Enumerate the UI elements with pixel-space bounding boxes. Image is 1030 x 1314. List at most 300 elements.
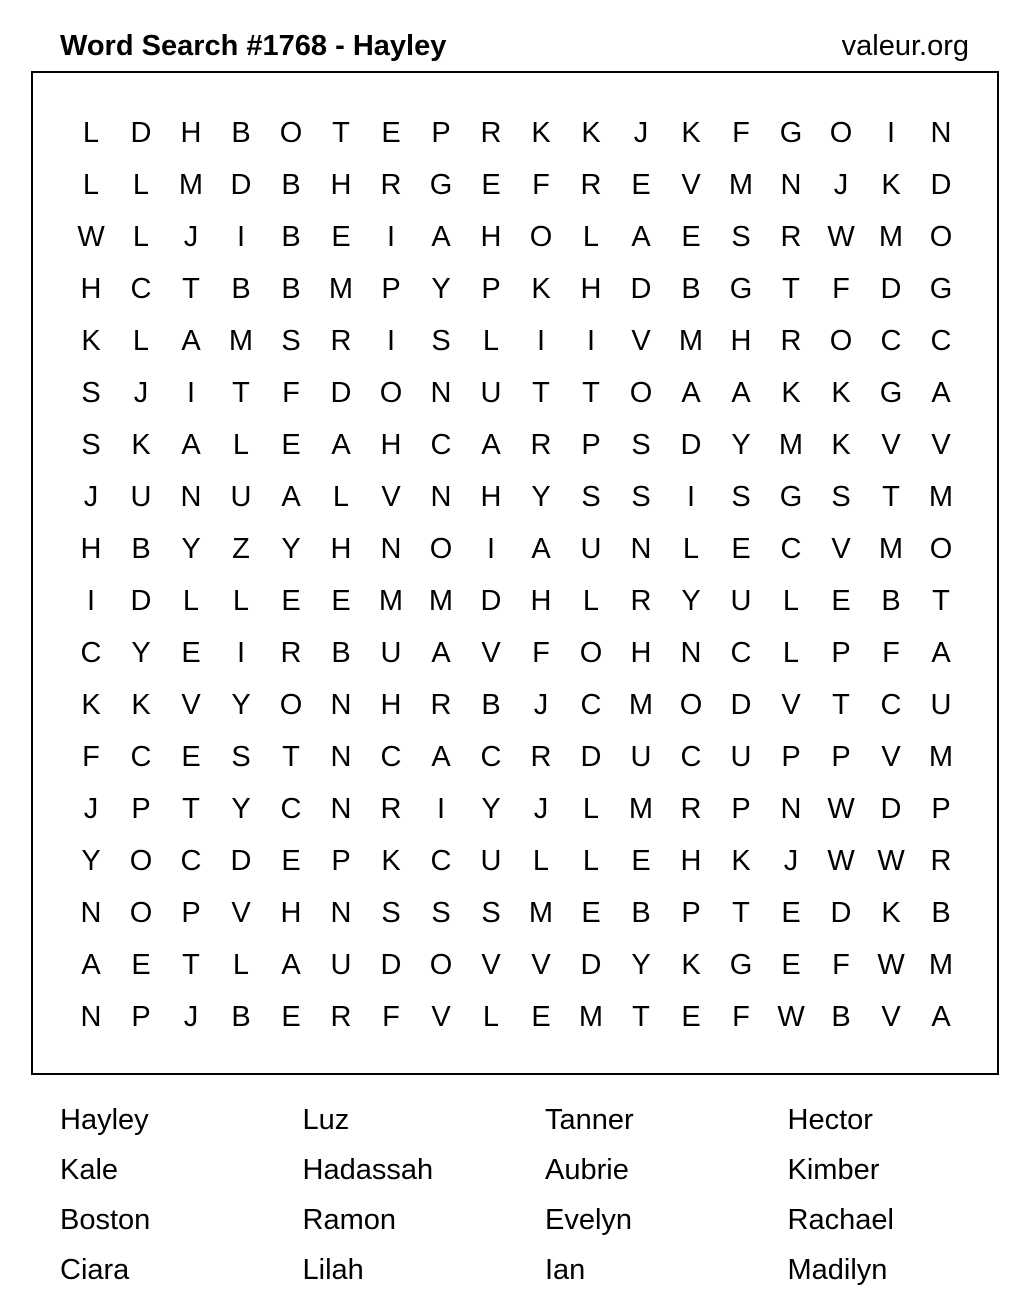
grid-letter: W	[827, 792, 855, 825]
grid-letter: B	[231, 116, 251, 149]
grid-letter: N	[780, 168, 802, 201]
grid-letter: E	[631, 844, 651, 877]
grid-letter: H	[280, 896, 302, 929]
grid-letter: T	[332, 116, 350, 149]
grid-letter: P	[181, 896, 201, 929]
grid-letter: R	[380, 168, 402, 201]
grid-letter: D	[130, 116, 152, 149]
grid-letter: J	[133, 376, 149, 409]
grid-letter: N	[930, 116, 952, 149]
grid-letter: C	[280, 792, 302, 825]
grid-letter: S	[431, 324, 451, 357]
grid-letter: V	[681, 168, 701, 201]
grid-letter: E	[631, 168, 651, 201]
grid-letter: M	[628, 792, 654, 825]
grid-letter: W	[877, 844, 905, 877]
grid-letter: C	[580, 688, 602, 721]
grid-letter: F	[532, 168, 550, 201]
grid-letter: C	[480, 740, 502, 773]
grid-letter: P	[131, 792, 151, 825]
grid-letter: R	[430, 688, 452, 721]
grid-letter: F	[882, 636, 900, 669]
grid-letter: C	[430, 428, 452, 461]
grid-letter: T	[632, 1000, 650, 1033]
grid-letter: J	[783, 844, 799, 877]
grid-letter: T	[782, 272, 800, 305]
grid-letter: M	[928, 740, 954, 773]
grid-letter: V	[881, 1000, 901, 1033]
grid-letter: D	[930, 168, 952, 201]
grid-letter: S	[281, 324, 301, 357]
grid-letter: V	[231, 896, 251, 929]
grid-letter: V	[931, 428, 951, 461]
grid-letter: O	[279, 116, 303, 149]
grid-letter: E	[281, 1000, 301, 1033]
grid-letter: M	[878, 220, 904, 253]
grid-letter: P	[681, 896, 701, 929]
grid-letter: R	[280, 636, 302, 669]
grid-letter: N	[430, 376, 452, 409]
grid-letter: B	[831, 1000, 851, 1033]
word-list-item: Kale	[60, 1154, 119, 1186]
grid-letter: B	[931, 896, 951, 929]
grid-letter: R	[780, 324, 802, 357]
grid-letter: O	[579, 636, 603, 669]
grid-letter: V	[781, 688, 801, 721]
grid-letter: W	[777, 1000, 805, 1033]
grid-letter: U	[630, 740, 652, 773]
grid-letter: N	[80, 896, 102, 929]
grid-letter: M	[378, 584, 404, 617]
grid-letter: M	[578, 1000, 604, 1033]
grid-letter: K	[831, 428, 851, 461]
grid-letter: N	[630, 532, 652, 565]
grid-letter: A	[631, 220, 651, 253]
grid-letter: G	[929, 272, 953, 305]
grid-letter: B	[281, 168, 301, 201]
grid-letter: J	[183, 1000, 199, 1033]
grid-letter: T	[882, 480, 900, 513]
grid-letter: E	[531, 1000, 551, 1033]
grid-letter: N	[330, 740, 352, 773]
grid-letter: A	[931, 376, 951, 409]
grid-letter: K	[831, 376, 851, 409]
grid-letter: D	[830, 896, 852, 929]
grid-letter: L	[82, 116, 100, 149]
grid-letter: G	[879, 376, 903, 409]
grid-letter: O	[829, 324, 853, 357]
grid-letter: O	[679, 688, 703, 721]
grid-letter: J	[83, 792, 99, 825]
grid-letter: G	[779, 480, 803, 513]
grid-letter: N	[380, 532, 402, 565]
grid-letter: F	[732, 1000, 750, 1033]
grid-letter: C	[880, 324, 902, 357]
grid-letter: T	[732, 896, 750, 929]
grid-letter: G	[779, 116, 803, 149]
grid-letter: P	[831, 740, 851, 773]
grid-letter: Y	[231, 792, 251, 825]
grid-letter: P	[931, 792, 951, 825]
grid-letter: K	[581, 116, 601, 149]
grid-letter: S	[631, 480, 651, 513]
grid-letter: R	[930, 844, 952, 877]
grid-letter: J	[833, 168, 849, 201]
grid-letter: P	[381, 272, 401, 305]
grid-letter: K	[81, 324, 101, 357]
grid-letter: K	[681, 116, 701, 149]
grid-letter: M	[928, 480, 954, 513]
grid-letter: K	[381, 844, 401, 877]
grid-letter: H	[330, 168, 352, 201]
grid-letter: A	[181, 324, 201, 357]
site-name: valeur.org	[841, 30, 969, 62]
grid-letter: Y	[231, 688, 251, 721]
grid-letter: A	[481, 428, 501, 461]
grid-letter: D	[230, 844, 252, 877]
grid-letter: K	[131, 428, 151, 461]
grid-letter: J	[533, 792, 549, 825]
grid-letter: J	[533, 688, 549, 721]
grid-letter: H	[630, 636, 652, 669]
grid-letter: Y	[181, 532, 201, 565]
grid-letter: G	[729, 272, 753, 305]
grid-letter: H	[80, 272, 102, 305]
grid-letter: E	[381, 116, 401, 149]
grid-letter: E	[331, 220, 351, 253]
grid-letter: L	[582, 844, 600, 877]
puzzle-box	[31, 71, 999, 1075]
grid-letter: S	[831, 480, 851, 513]
grid-letter: Y	[531, 480, 551, 513]
grid-letter: L	[232, 428, 250, 461]
grid-letter: R	[530, 428, 552, 461]
grid-letter: A	[731, 376, 751, 409]
grid-letter: C	[430, 844, 452, 877]
grid-letter: N	[180, 480, 202, 513]
grid-letter: A	[431, 220, 451, 253]
grid-letter: I	[186, 376, 196, 409]
word-list-item: Tanner	[545, 1104, 634, 1136]
word-list-item: Ian	[545, 1254, 586, 1286]
grid-letter: T	[532, 376, 550, 409]
grid-letter: S	[231, 740, 251, 773]
grid-letter: T	[182, 272, 200, 305]
grid-letter: L	[332, 480, 350, 513]
grid-letter: D	[330, 376, 352, 409]
grid-letter: I	[236, 220, 246, 253]
grid-letter: O	[929, 532, 953, 565]
grid-letter: R	[580, 168, 602, 201]
grid-letter: U	[130, 480, 152, 513]
grid-letter: D	[580, 740, 602, 773]
grid-letter: D	[680, 428, 702, 461]
grid-letter: E	[181, 740, 201, 773]
grid-letter: W	[77, 220, 105, 253]
grid-letter: J	[183, 220, 199, 253]
grid-letter: H	[530, 584, 552, 617]
grid-letter: E	[581, 896, 601, 929]
grid-letter: I	[86, 584, 96, 617]
word-list	[60, 1095, 1030, 1295]
grid-letter: B	[281, 272, 301, 305]
grid-letter: C	[180, 844, 202, 877]
grid-letter: Y	[631, 948, 651, 981]
grid-letter: L	[782, 636, 800, 669]
grid-letter: E	[281, 584, 301, 617]
grid-letter: D	[380, 948, 402, 981]
grid-letter: H	[380, 428, 402, 461]
grid-letter: V	[881, 428, 901, 461]
grid-letter: H	[480, 220, 502, 253]
grid-letter: P	[581, 428, 601, 461]
grid-letter: I	[386, 220, 396, 253]
grid-letter: D	[880, 792, 902, 825]
grid-letter: F	[832, 948, 850, 981]
grid-letter: C	[680, 740, 702, 773]
grid-letter: I	[586, 324, 596, 357]
grid-letter: J	[633, 116, 649, 149]
grid-letter: I	[486, 532, 496, 565]
grid-letter: C	[780, 532, 802, 565]
grid-letter: F	[732, 116, 750, 149]
grid-letter: H	[330, 532, 352, 565]
grid-letter: K	[681, 948, 701, 981]
grid-letter: V	[431, 1000, 451, 1033]
grid-letter: G	[429, 168, 453, 201]
grid-letter: K	[531, 272, 551, 305]
grid-letter: I	[686, 480, 696, 513]
grid-letter: L	[132, 324, 150, 357]
word-list-item: Hayley	[60, 1104, 149, 1136]
grid-letter: E	[731, 532, 751, 565]
grid-letter: N	[680, 636, 702, 669]
grid-letter: O	[379, 376, 403, 409]
grid-letter: L	[482, 1000, 500, 1033]
grid-letter: B	[131, 532, 151, 565]
grid-letter: M	[678, 324, 704, 357]
grid-letter: T	[182, 792, 200, 825]
grid-letter: N	[330, 688, 352, 721]
grid-letter: F	[532, 636, 550, 669]
grid-letter: P	[481, 272, 501, 305]
grid-letter: K	[881, 168, 901, 201]
grid-letter: A	[81, 948, 101, 981]
grid-letter: U	[230, 480, 252, 513]
grid-letter: A	[431, 740, 451, 773]
grid-letter: R	[630, 584, 652, 617]
grid-letter: O	[129, 844, 153, 877]
grid-letter: D	[580, 948, 602, 981]
grid-letter: Y	[481, 792, 501, 825]
word-list-item: Luz	[302, 1104, 350, 1136]
grid-letter: B	[231, 1000, 251, 1033]
grid-letter: I	[386, 324, 396, 357]
grid-letter: O	[829, 116, 853, 149]
grid-letter: B	[631, 896, 651, 929]
grid-letter: D	[130, 584, 152, 617]
grid-letter: M	[228, 324, 254, 357]
grid-letter: L	[482, 324, 500, 357]
letter-grid	[66, 107, 966, 1043]
grid-letter: A	[431, 636, 451, 669]
grid-letter: P	[431, 116, 451, 149]
grid-letter: C	[80, 636, 102, 669]
grid-letter: E	[781, 896, 801, 929]
grid-letter: D	[730, 688, 752, 721]
grid-letter: B	[331, 636, 351, 669]
word-list-item: Rachael	[787, 1204, 894, 1236]
grid-letter: S	[631, 428, 651, 461]
grid-letter: L	[782, 584, 800, 617]
grid-letter: L	[182, 584, 200, 617]
grid-letter: T	[182, 948, 200, 981]
grid-letter: P	[731, 792, 751, 825]
grid-letter: Y	[131, 636, 151, 669]
grid-letter: E	[131, 948, 151, 981]
grid-letter: B	[281, 220, 301, 253]
grid-letter: G	[729, 948, 753, 981]
grid-letter: C	[130, 740, 152, 773]
grid-letter: E	[681, 1000, 701, 1033]
grid-letter: A	[281, 480, 301, 513]
grid-letter: O	[279, 688, 303, 721]
grid-letter: H	[380, 688, 402, 721]
grid-letter: L	[132, 220, 150, 253]
grid-letter: S	[81, 428, 101, 461]
grid-letter: N	[780, 792, 802, 825]
grid-letter: E	[331, 584, 351, 617]
grid-letter: M	[628, 688, 654, 721]
grid-letter: M	[328, 272, 354, 305]
grid-letter: V	[481, 636, 501, 669]
grid-letter: A	[331, 428, 351, 461]
grid-letter: S	[481, 896, 501, 929]
grid-letter: Y	[281, 532, 301, 565]
grid-letter: U	[480, 376, 502, 409]
word-list-item: Hector	[787, 1104, 873, 1136]
grid-letter: T	[232, 376, 250, 409]
word-list-item: Evelyn	[545, 1204, 633, 1236]
grid-letter: L	[582, 584, 600, 617]
grid-letter: V	[831, 532, 851, 565]
grid-letter: I	[436, 792, 446, 825]
grid-letter: S	[81, 376, 101, 409]
grid-letter: U	[730, 584, 752, 617]
word-list-item: Boston	[60, 1204, 151, 1236]
grid-letter: L	[582, 792, 600, 825]
grid-letter: A	[681, 376, 701, 409]
grid-letter: L	[682, 532, 700, 565]
grid-letter: N	[330, 896, 352, 929]
grid-letter: E	[281, 844, 301, 877]
grid-letter: N	[430, 480, 452, 513]
grid-letter: R	[780, 220, 802, 253]
grid-letter: M	[728, 168, 754, 201]
grid-letter: Y	[431, 272, 451, 305]
grid-letter: B	[681, 272, 701, 305]
grid-letter: K	[731, 844, 751, 877]
grid-letter: I	[536, 324, 546, 357]
grid-letter: H	[680, 844, 702, 877]
grid-letter: A	[931, 636, 951, 669]
grid-letter: K	[131, 688, 151, 721]
grid-letter: N	[80, 1000, 102, 1033]
grid-letter: E	[181, 636, 201, 669]
grid-letter: T	[932, 584, 950, 617]
grid-letter: C	[880, 688, 902, 721]
grid-letter: U	[380, 636, 402, 669]
grid-letter: R	[330, 1000, 352, 1033]
grid-letter: O	[429, 532, 453, 565]
grid-letter: E	[281, 428, 301, 461]
grid-letter: W	[827, 220, 855, 253]
grid-letter: D	[230, 168, 252, 201]
grid-letter: V	[481, 948, 501, 981]
grid-letter: L	[582, 220, 600, 253]
grid-letter: C	[730, 636, 752, 669]
grid-letter: V	[881, 740, 901, 773]
grid-letter: V	[631, 324, 651, 357]
grid-letter: W	[827, 844, 855, 877]
grid-letter: E	[831, 584, 851, 617]
grid-letter: P	[831, 636, 851, 669]
grid-letter: O	[429, 948, 453, 981]
grid-letter: F	[832, 272, 850, 305]
grid-letter: S	[431, 896, 451, 929]
grid-letter: M	[178, 168, 204, 201]
grid-letter: F	[282, 376, 300, 409]
word-list-item: Ciara	[60, 1254, 130, 1286]
grid-letter: H	[730, 324, 752, 357]
grid-letter: H	[480, 480, 502, 513]
grid-letter: H	[580, 272, 602, 305]
grid-letter: L	[532, 844, 550, 877]
grid-letter: D	[630, 272, 652, 305]
grid-letter: P	[781, 740, 801, 773]
grid-letter: T	[582, 376, 600, 409]
grid-letter: S	[731, 480, 751, 513]
grid-letter: L	[232, 584, 250, 617]
grid-letter: B	[231, 272, 251, 305]
grid-letter: T	[832, 688, 850, 721]
grid-letter: T	[282, 740, 300, 773]
grid-letter: H	[80, 532, 102, 565]
grid-letter: M	[528, 896, 554, 929]
grid-letter: L	[82, 168, 100, 201]
grid-letter: R	[380, 792, 402, 825]
grid-letter: C	[930, 324, 952, 357]
word-list-item: Lilah	[302, 1254, 364, 1286]
grid-letter: Z	[232, 532, 250, 565]
grid-letter: A	[531, 532, 551, 565]
grid-letter: K	[81, 688, 101, 721]
grid-letter: Y	[731, 428, 751, 461]
grid-letter: D	[880, 272, 902, 305]
grid-letter: O	[529, 220, 553, 253]
grid-letter: A	[281, 948, 301, 981]
grid-letter: W	[877, 948, 905, 981]
grid-letter: V	[531, 948, 551, 981]
grid-letter: I	[886, 116, 896, 149]
grid-letter: A	[181, 428, 201, 461]
grid-letter: O	[929, 220, 953, 253]
page-title: Word Search #1768 - Hayley	[60, 30, 447, 62]
grid-letter: I	[236, 636, 246, 669]
grid-letter: Y	[81, 844, 101, 877]
grid-letter: R	[680, 792, 702, 825]
grid-letter: R	[330, 324, 352, 357]
